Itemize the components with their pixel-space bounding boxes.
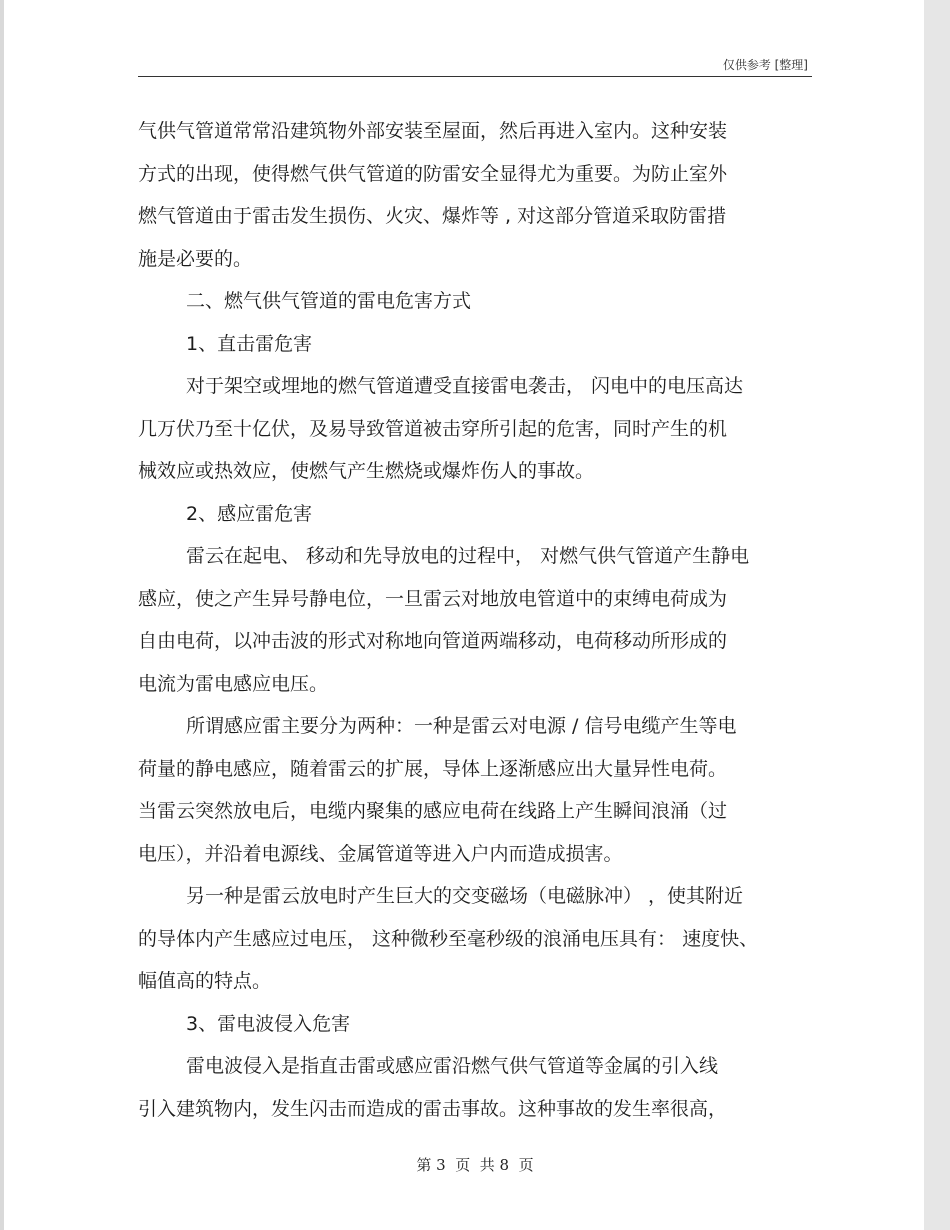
text-line: 械效应或热效应，使燃气产生燃烧或爆炸伤人的事故。 — [138, 460, 595, 482]
subsection-heading: 2、感应雷危害 — [186, 502, 313, 525]
page-left-edge — [0, 0, 4, 1230]
text-line: 自由电荷，以冲击波的形式对称地向管道两端移动，电荷移动所形成的 — [138, 630, 728, 652]
text-line: 几万伏乃至十亿伏，及易导致管道被击穿所引起的危害，同时产生的机 — [138, 417, 728, 440]
text-line: 雷电波侵入是指直击雷或感应雷沿燃气供气管道等金属的引入线 — [186, 1055, 719, 1077]
text-line: 方式的出现，使得燃气供气管道的防雷安全显得尤为重要。为防止室外 — [138, 162, 728, 185]
body-text — [138, 110, 818, 1130]
text-line: 感应，使之产生异号静电位，一旦雷云对地放电管道中的束缚电荷成为 — [138, 587, 728, 610]
subsection-heading: 1、直击雷危害 — [186, 332, 313, 355]
text-line: 对于架空或埋地的燃气管道遭受直接雷电袭击， 闪电中的电压高达 — [186, 375, 744, 397]
page-right-edge — [924, 0, 950, 1230]
section-heading: 二、燃气供气管道的雷电危害方式 — [186, 290, 472, 312]
subsection-heading: 3、雷电波侵入危害 — [186, 1012, 351, 1035]
text-line: 所谓感应雷主要分为两种：一种是雷云对电源 / 信号电缆产生等电 — [186, 715, 737, 737]
text-line: 雷云在起电、 移动和先导放电的过程中， 对燃气供气管道产生静电 — [186, 545, 750, 567]
text-line: 幅值高的特点。 — [138, 970, 272, 992]
text-line: 荷量的静电感应，随着雷云的扩展，导体上逐渐感应出大量异性电荷。 — [138, 757, 728, 780]
text-line: 施是必要的。 — [138, 247, 253, 270]
text-line: 电压），并沿着电源线、金属管道等进入户内而造成损害。 — [138, 842, 623, 865]
text-line: 燃气管道由于雷击发生损伤、火灾、爆炸等 , 对这部分管道采取防雷措 — [138, 205, 727, 227]
text-line: 的导体内产生感应过电压， 这种微秒至毫秒级的浪涌电压具有： 速度快、 — [138, 927, 759, 950]
text-line: 另一种是雷云放电时产生巨大的交变磁场（电磁脉冲） ，使其附近 — [186, 885, 744, 907]
header-divider — [138, 76, 812, 77]
page-footer: 第 3 页 共 8 页 — [416, 1156, 534, 1174]
text-line: 引入建筑物内，发生闪击而造成的雷击事故。这种事故的发生率很高， — [138, 1097, 728, 1120]
text-line: 当雷云突然放电后，电缆内聚集的感应电荷在线路上产生瞬间浪涌（过 — [138, 800, 728, 822]
text-line: 电流为雷电感应电压。 — [138, 672, 329, 695]
text-line: 气供气管道常常沿建筑物外部安装至屋面，然后再进入室内。这种安装 — [138, 120, 728, 142]
header-note: 仅供参考 [整理] — [722, 58, 808, 72]
